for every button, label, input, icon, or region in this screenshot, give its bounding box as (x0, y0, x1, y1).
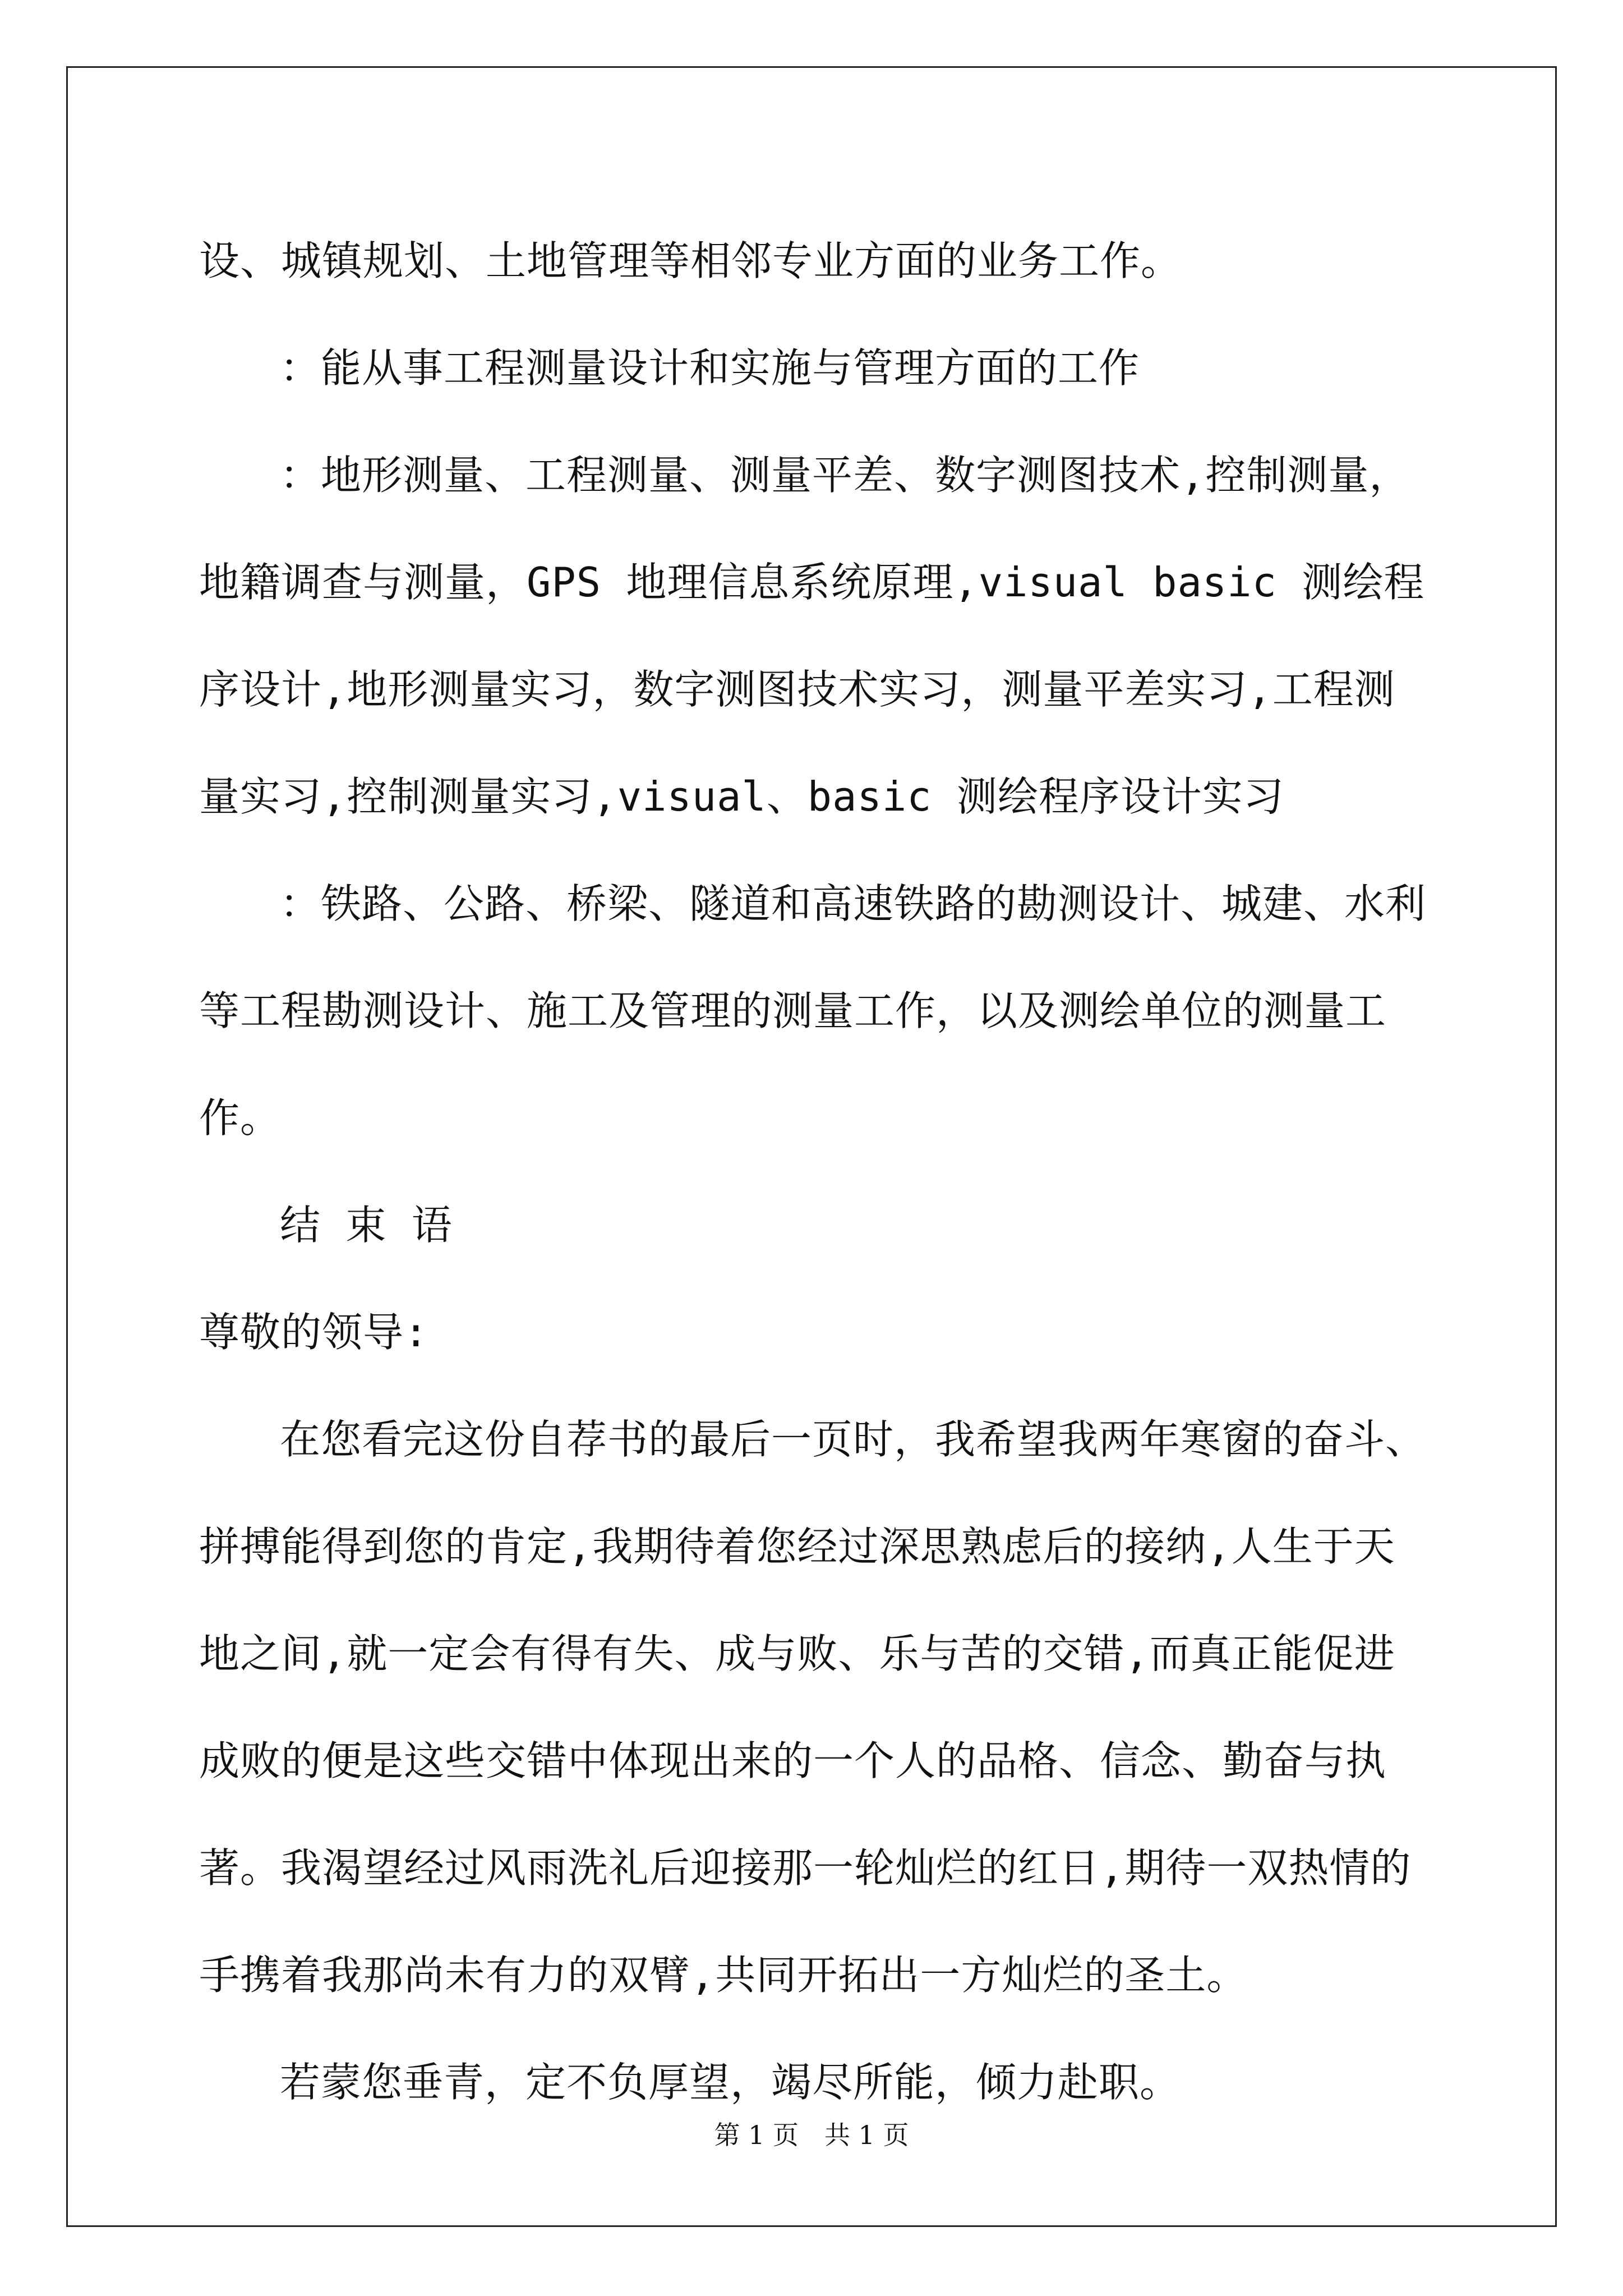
salutation: 尊敬的领导: (199, 1309, 429, 1356)
paragraph-final: 若蒙您垂青，定不负厚望，竭尽所能，倾力赴职。 (280, 2059, 1181, 2106)
document-body (199, 208, 1433, 2136)
closing-heading: 结 束 语 (280, 1202, 453, 1249)
paragraph-4: ：铁路、公路、桥梁、隧道和高速铁路的勘测设计、城建、水利等工程勘测设计、施工及管理的测量工作，以及测绘单位的测量工作。 (199, 880, 1427, 1142)
paragraph-1: 设、城镇规划、土地管理等相邻专业方面的业务工作。 (199, 237, 1182, 284)
paragraph-closing-body: 在您看完这份自荐书的最后一页时，我希望我两年寒窗的奋斗、拼搏能得到您的肯定,我期待着您经过深思熟虑后的接纳,人生于天地之间,就一定会有得有失、成与败、乐与苦的交错,而真正能促进成败的便是这些交错中体现出来的一个人的品格、信念、勤奋与执著。我渴望经过风雨洗礼后迎接那一轮灿烂的红日,期待一双热情的手携着我那尚未有力的双臂,共同开拓出一方灿烂的圣土。 (199, 1416, 1427, 1999)
page-footer: 第 1 页 共 1 页 (714, 2120, 909, 2150)
paragraph-3: ：地形测量、工程测量、测量平差、数字测图技术,控制测量，地籍调查与测量，GPS 地理信息系统原理,visual basic 测绘程序设计,地形测量实习，数字测图技术实习，测量平差实习,工程测量实习,控制测量实习,visual、basic 测绘程序设计实习 (199, 452, 1425, 820)
paragraph-2: ：能从事工程测量设计和实施与管理方面的工作 (280, 344, 1140, 392)
